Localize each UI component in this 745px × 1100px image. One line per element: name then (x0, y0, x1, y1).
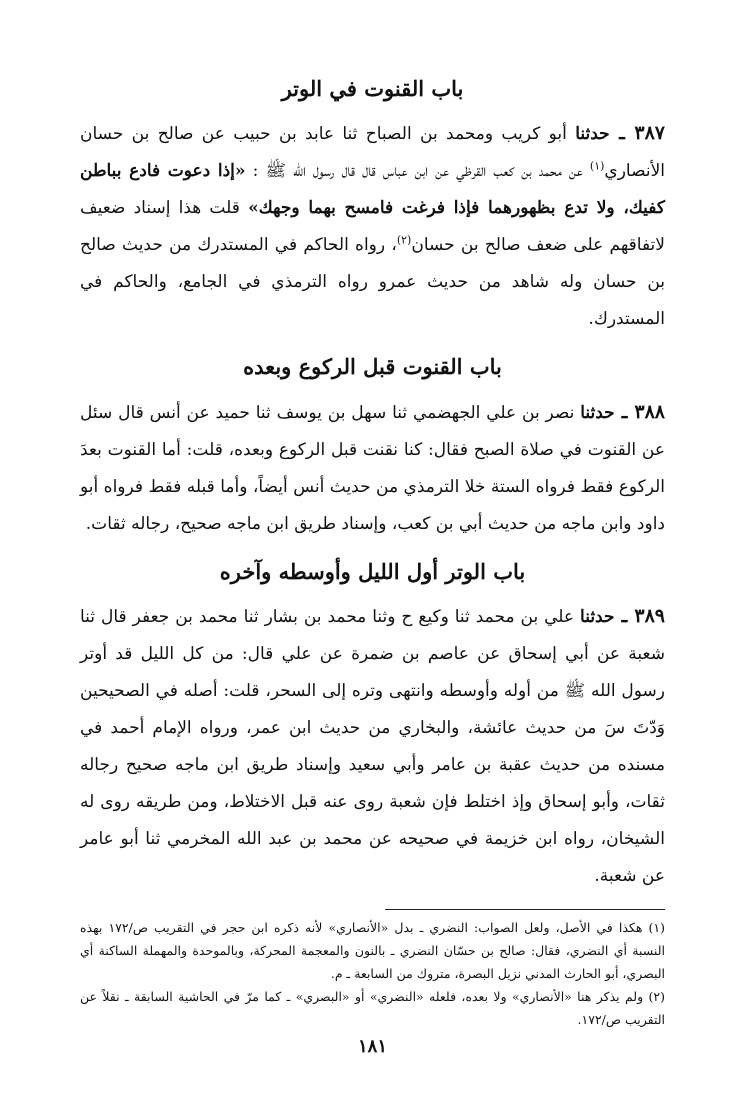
haddathana-word: حدثنا (580, 607, 615, 628)
footnote-ref: (١) (589, 159, 605, 173)
hadith-dash: ـ (614, 605, 635, 628)
haddathana-word: حدثنا (575, 124, 610, 145)
hadith-matn: «إذا دعوت فادع بباطن كفيك، ولا تدع بظهورهما فإذا فرغت فامسح بهما وجهك» (80, 161, 665, 219)
footnote-divider (385, 909, 665, 910)
hadith-number: ٣٨٧ (634, 122, 665, 145)
haddathana-word: حدثنا (580, 402, 615, 423)
hadith-dash: ـ (614, 400, 635, 423)
footnote-1: (١) هكذا في الأصل، ولعل الصواب: النضري ـ بدل «الأنصاري» لأنه ذكره ابن حجر في التقريب ص/١٧٢ بهذه النسبة أي النضري، فقال: صالح بن حسّان النضري ـ بالنون والمعجمة المحركة، وبالموحدة والمهملة الساكنة أي البصري، أبو الحارث المدني نزيل البصرة، متروك من السابعة ـ م. (80, 920, 665, 982)
footnote-ref: (٢) (396, 233, 412, 247)
hadith-number: ٣٨٩ (634, 605, 666, 628)
hadith-388 (80, 394, 665, 543)
hadith-387 (80, 115, 665, 338)
chapter-heading-witr-times: باب الوتر أول الليل وأوسطه وآخره (219, 558, 526, 584)
footnote-2: (٢) ولم يذكر هنا «الأنصاري» ولا بعده، فلعله «النضري» أو «البصري» ـ كما مرّ في الحاشية السابقة ـ نقلاً عن التقريب ص/١٧٢. (80, 989, 666, 1028)
hadith-text: ، رواه الحاكم في المستدرك من حديث صالح بن حسان وله شاهد من حديث عمرو رواه الترمذي في الجامع، والحاكم في المستدرك. (80, 235, 665, 330)
hadith-text: علي بن محمد ثنا وكيع ح وثنا محمد بن بشار ثنا محمد بن جعفر قال ثنا شعبة عن أبي إسحاق عن عاصم بن ضمرة عن علي قال: من كل الليل قد أوتر رسول الله ﷺ من أوله وأوسطه وانتهى وتره إلى السحر، قلت: أصله في الصحيحين وَدّتَ سَ من حديث عائشة، والبخاري من حديث ابن عمر، ورواه الإمام أحمد في مسنده من حديث عقبة بن عامر وأبي سعيد وإسناد طريق ابن ماجه صحيح رجاله ثقات، وأبو إسحاق وإذ اختلط فإن شعبة روى عنه قبل الاختلاط، ومن طريقه روى له الشيخان، رواه ابن خزيمة في صحيحه عن محمد بن عبد الله المخرمي ثنا أبو عامر عن شعبة. (80, 607, 665, 887)
chapter-heading-qunut-ruku: باب القنوت قبل الركوع وبعده (243, 354, 502, 380)
hadith-text: أبو كريب ومحمد بن الصباح ثنا عابد بن حبيب عن صالح بن حسان الأنصاري (80, 124, 665, 182)
page-number: ١٨١ (357, 1036, 387, 1057)
hadith-number: ٣٨٨ (634, 400, 665, 423)
hadith-text: قلت هذا إسناد ضعيف لاتفاقهم على ضعف صالح بن حسان (80, 198, 665, 256)
hadith-text: نصر بن علي الجهضمي ثنا سهل بن يوسف ثنا حميد عن أنس قال سئل عن القنوت في صلاة الصبح فقال: كنا نقنت قبل الركوع وبعده، قلت: أما القنوت بعدَ الركوع فقط فرواه الستة خلا الترمذي من حديث أنس أيضاً، وأما قبله فقط فرواه أبو داود وابن ماجه من حديث أبي بن كعب، وإسناد طريق ابن ماجه صحيح، رجاله ثقات. (80, 402, 665, 534)
hadith-389 (80, 598, 665, 895)
hadith-text: عن محمد بن كعب القرظي عن ابن عباس قال قال رسول الله ﷺ : (245, 161, 590, 182)
hadith-dash: ـ (609, 122, 635, 145)
chapter-heading-qunut-witr: باب القنوت في الوتر (281, 76, 464, 101)
